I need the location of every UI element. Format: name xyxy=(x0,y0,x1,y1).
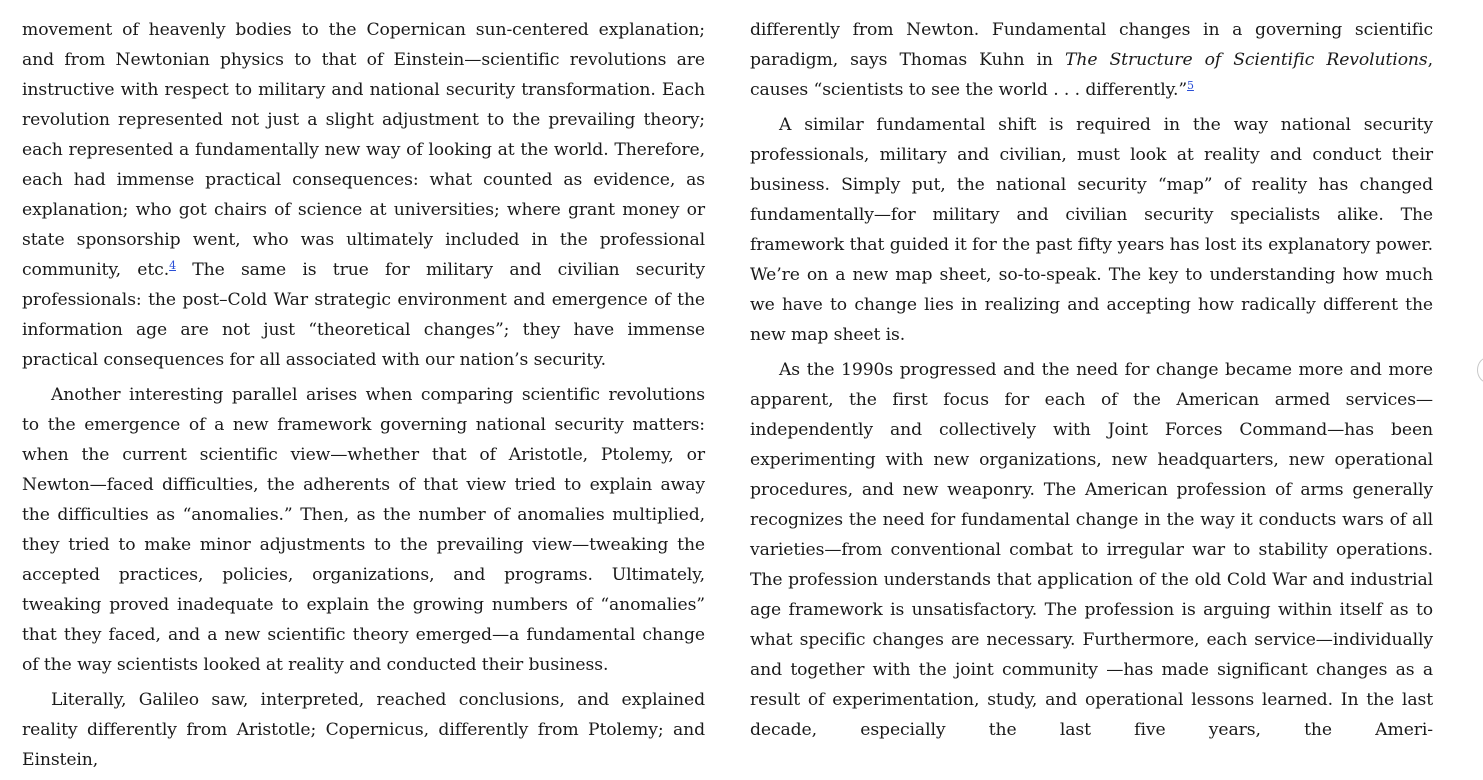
paragraph-text: Another interesting parallel arises when comparing scientific revolutions to the emergence of a new framework governing national security matters: when the current scientific view—whether that of Aristotle, Ptolemy, or Newton—faced difficulties, the adherents of that view tried to explain away the difficulties as “anomalies.” Then, as the number of anomalies multiplied, they tried to make minor adjustments to the prevailing view—tweaking the accepted practices, policies, organizations, and programs. Ultimately, tweaking proved inadequate to explain the growing numbers of “anomalies” that they faced, and a new scientific theory emerged—a fundamental change of the way scientists looked at reality and conducted their business. xyxy=(22,385,705,675)
paragraph-text: differently from Newton. Fundamental changes in a governing scientific paradigm, says Thomas Kuhn in xyxy=(750,20,1433,70)
paragraph-text: The same is true for military and civilian security professionals: the post–Cold War strategic environment and emergence of the information age are not just “theoretical changes”; they have immense practical consequences for all associated with our nation’s security. xyxy=(22,260,705,370)
paragraph xyxy=(22,380,705,680)
footnote-link-4[interactable]: 4 xyxy=(169,259,176,272)
page-turn-handle[interactable] xyxy=(1477,357,1483,383)
paragraph-text: , causes “scientists to see the world . . . differently.” xyxy=(750,50,1434,100)
paragraph-text: Literally, Galileo saw, interpreted, reached conclusions, and explained reality differently from Aristotle; Copernicus, differently from Ptolemy; and Einstein, xyxy=(22,690,705,770)
paragraph-text: As the 1990s progressed and the need for change became more and more apparent, the first focus for each of the American armed services—independently and collectively with Joint Forces Command—has been experimenting with new organizations, new headquarters, new operational procedures, and new weaponry. The American profession of arms generally recognizes the need for fundamental change in the way it conducts wars of all varieties—from conventional combat to irregular war to stability operations. The profession understands that application of the old Cold War and industrial age framework is unsatisfactory. The profession is arguing within itself as to what specific changes are necessary. Furthermore, each service—individually and together with the joint community —has made significant changes as a result of experimentation, study, and operational lessons learned. In the last decade, especially the last five years, the Ameri- xyxy=(750,360,1433,740)
right-column xyxy=(750,15,1433,750)
paragraph xyxy=(750,355,1433,745)
paragraph xyxy=(22,685,705,775)
paragraph-text: movement of heavenly bodies to the Copernican sun-centered explanation; and from Newtonian physics to that of Einstein—scientific revolutions are instructive with respect to military and national security transformation. Each revolution represented not just a slight adjustment to the prevailing theory; each represented a fundamentally new way of looking at the world. Therefore, each had immense practical consequences: what counted as evidence, as explanation; who got chairs of science at universities; where grant money or state sponsorship went, who was ultimately included in the professional community, etc. xyxy=(22,20,705,280)
book-title: The Structure of Scientific Revolutions xyxy=(1065,50,1428,70)
paragraph xyxy=(750,110,1433,350)
paragraph-text: A similar fundamental shift is required in the way national security professionals, military and civilian, must look at reality and conduct their business. Simply put, the national security “map” of reality has changed fundamentally—for military and civilian security specialists alike. The framework that guided it for the past fifty years has lost its explanatory power. We’re on a new map sheet, so-to-speak. The key to understanding how much we have to change lies in realizing and accepting how radically different the new map sheet is. xyxy=(750,115,1433,345)
footnote-link-5[interactable]: 5 xyxy=(1187,79,1194,92)
left-column xyxy=(22,15,705,780)
paragraph-continued xyxy=(22,15,705,375)
paragraph-continued xyxy=(750,15,1433,105)
